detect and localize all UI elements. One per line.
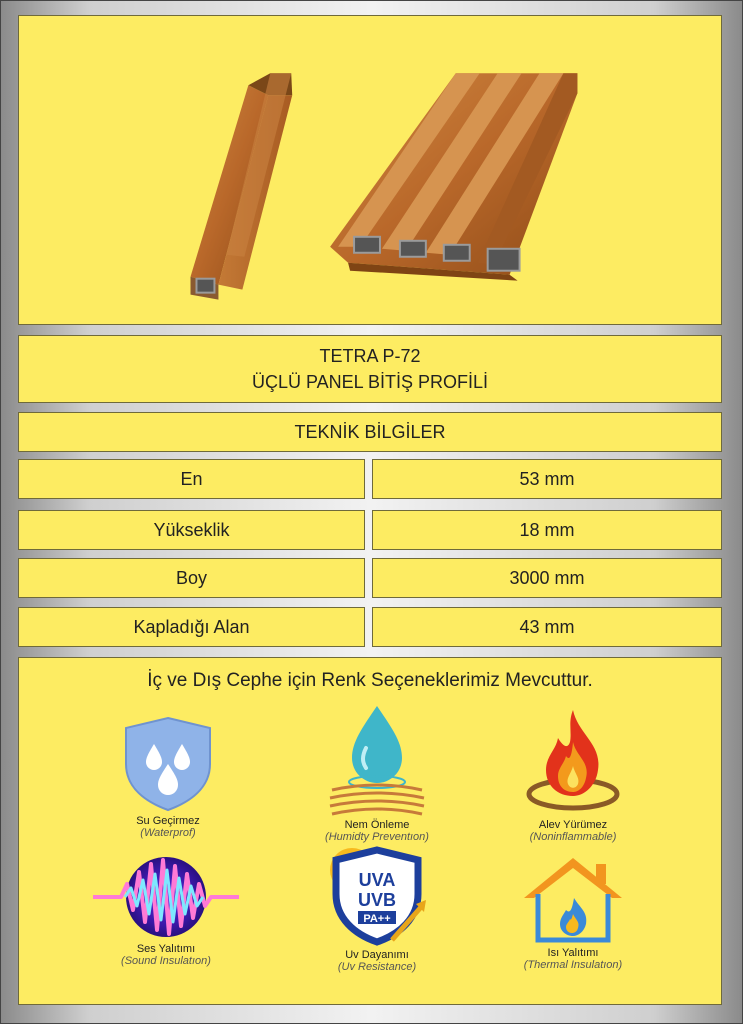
spec-label-width: En — [18, 459, 365, 499]
feature-subtitle: (Sound Insulatıon) — [121, 955, 211, 967]
triple-panel-profile — [330, 73, 577, 280]
features-panel — [18, 657, 722, 1005]
water-drop-icon — [322, 702, 432, 816]
feature-subtitle: (Thermal Insulatıon) — [523, 959, 623, 971]
feature-name: Ses Yalıtımı — [136, 943, 196, 955]
sound-wave-icon — [91, 854, 241, 940]
spec-value-coverage: 43 mm — [372, 607, 722, 647]
uv-badge-line2: UVB — [357, 890, 397, 910]
feature-waterproof — [68, 714, 268, 839]
feature-subtitle: (Waterprof) — [140, 827, 196, 839]
feature-name: Isı Yalıtımı — [547, 947, 599, 959]
thermal-house-icon — [518, 854, 628, 944]
feature-uv-resistance — [277, 844, 477, 973]
feature-subtitle: (Humidty Preventıon) — [325, 831, 429, 843]
section-title: TEKNİK BİLGİLER — [18, 412, 722, 452]
uv-shield-icon — [322, 844, 432, 946]
product-code: TETRA P-72 — [319, 346, 421, 366]
spec-value-length: 3000 mm — [372, 558, 722, 598]
spec-label-height: Yükseklik — [18, 510, 365, 550]
feature-name: Uv Dayanımı — [345, 949, 409, 961]
features-heading: İç ve Dış Cephe için Renk Seçeneklerimiz Mevcuttur. — [147, 670, 593, 691]
feature-name: Nem Önleme — [344, 819, 410, 831]
feature-subtitle: (Noninflammable) — [529, 831, 617, 843]
feature-name: Alev Yürümez — [538, 819, 608, 831]
spec-value-height: 18 mm — [372, 510, 722, 550]
feature-humidity — [277, 702, 477, 843]
feature-name: Su Geçirmez — [136, 815, 200, 827]
spec-label-length: Boy — [18, 558, 365, 598]
product-name: ÜÇLÜ PANEL BİTİŞ PROFİLİ — [251, 372, 489, 392]
water-shield-icon — [120, 714, 216, 812]
feature-noninflammable — [473, 704, 673, 843]
feature-subtitle: (Uv Resistance) — [337, 961, 417, 973]
uv-badge-line1: UVA — [358, 870, 396, 890]
flame-icon — [518, 704, 628, 816]
product-title-panel — [18, 335, 722, 403]
feature-thermal-insulation — [473, 854, 673, 971]
feature-sound-insulation — [66, 854, 266, 967]
product-image-panel — [18, 15, 722, 325]
single-profile — [191, 73, 293, 299]
uv-badge-line3: PA++ — [363, 913, 391, 925]
product-profiles-image — [19, 15, 721, 325]
spec-value-width: 53 mm — [372, 459, 722, 499]
spec-label-coverage: Kapladığı Alan — [18, 607, 365, 647]
